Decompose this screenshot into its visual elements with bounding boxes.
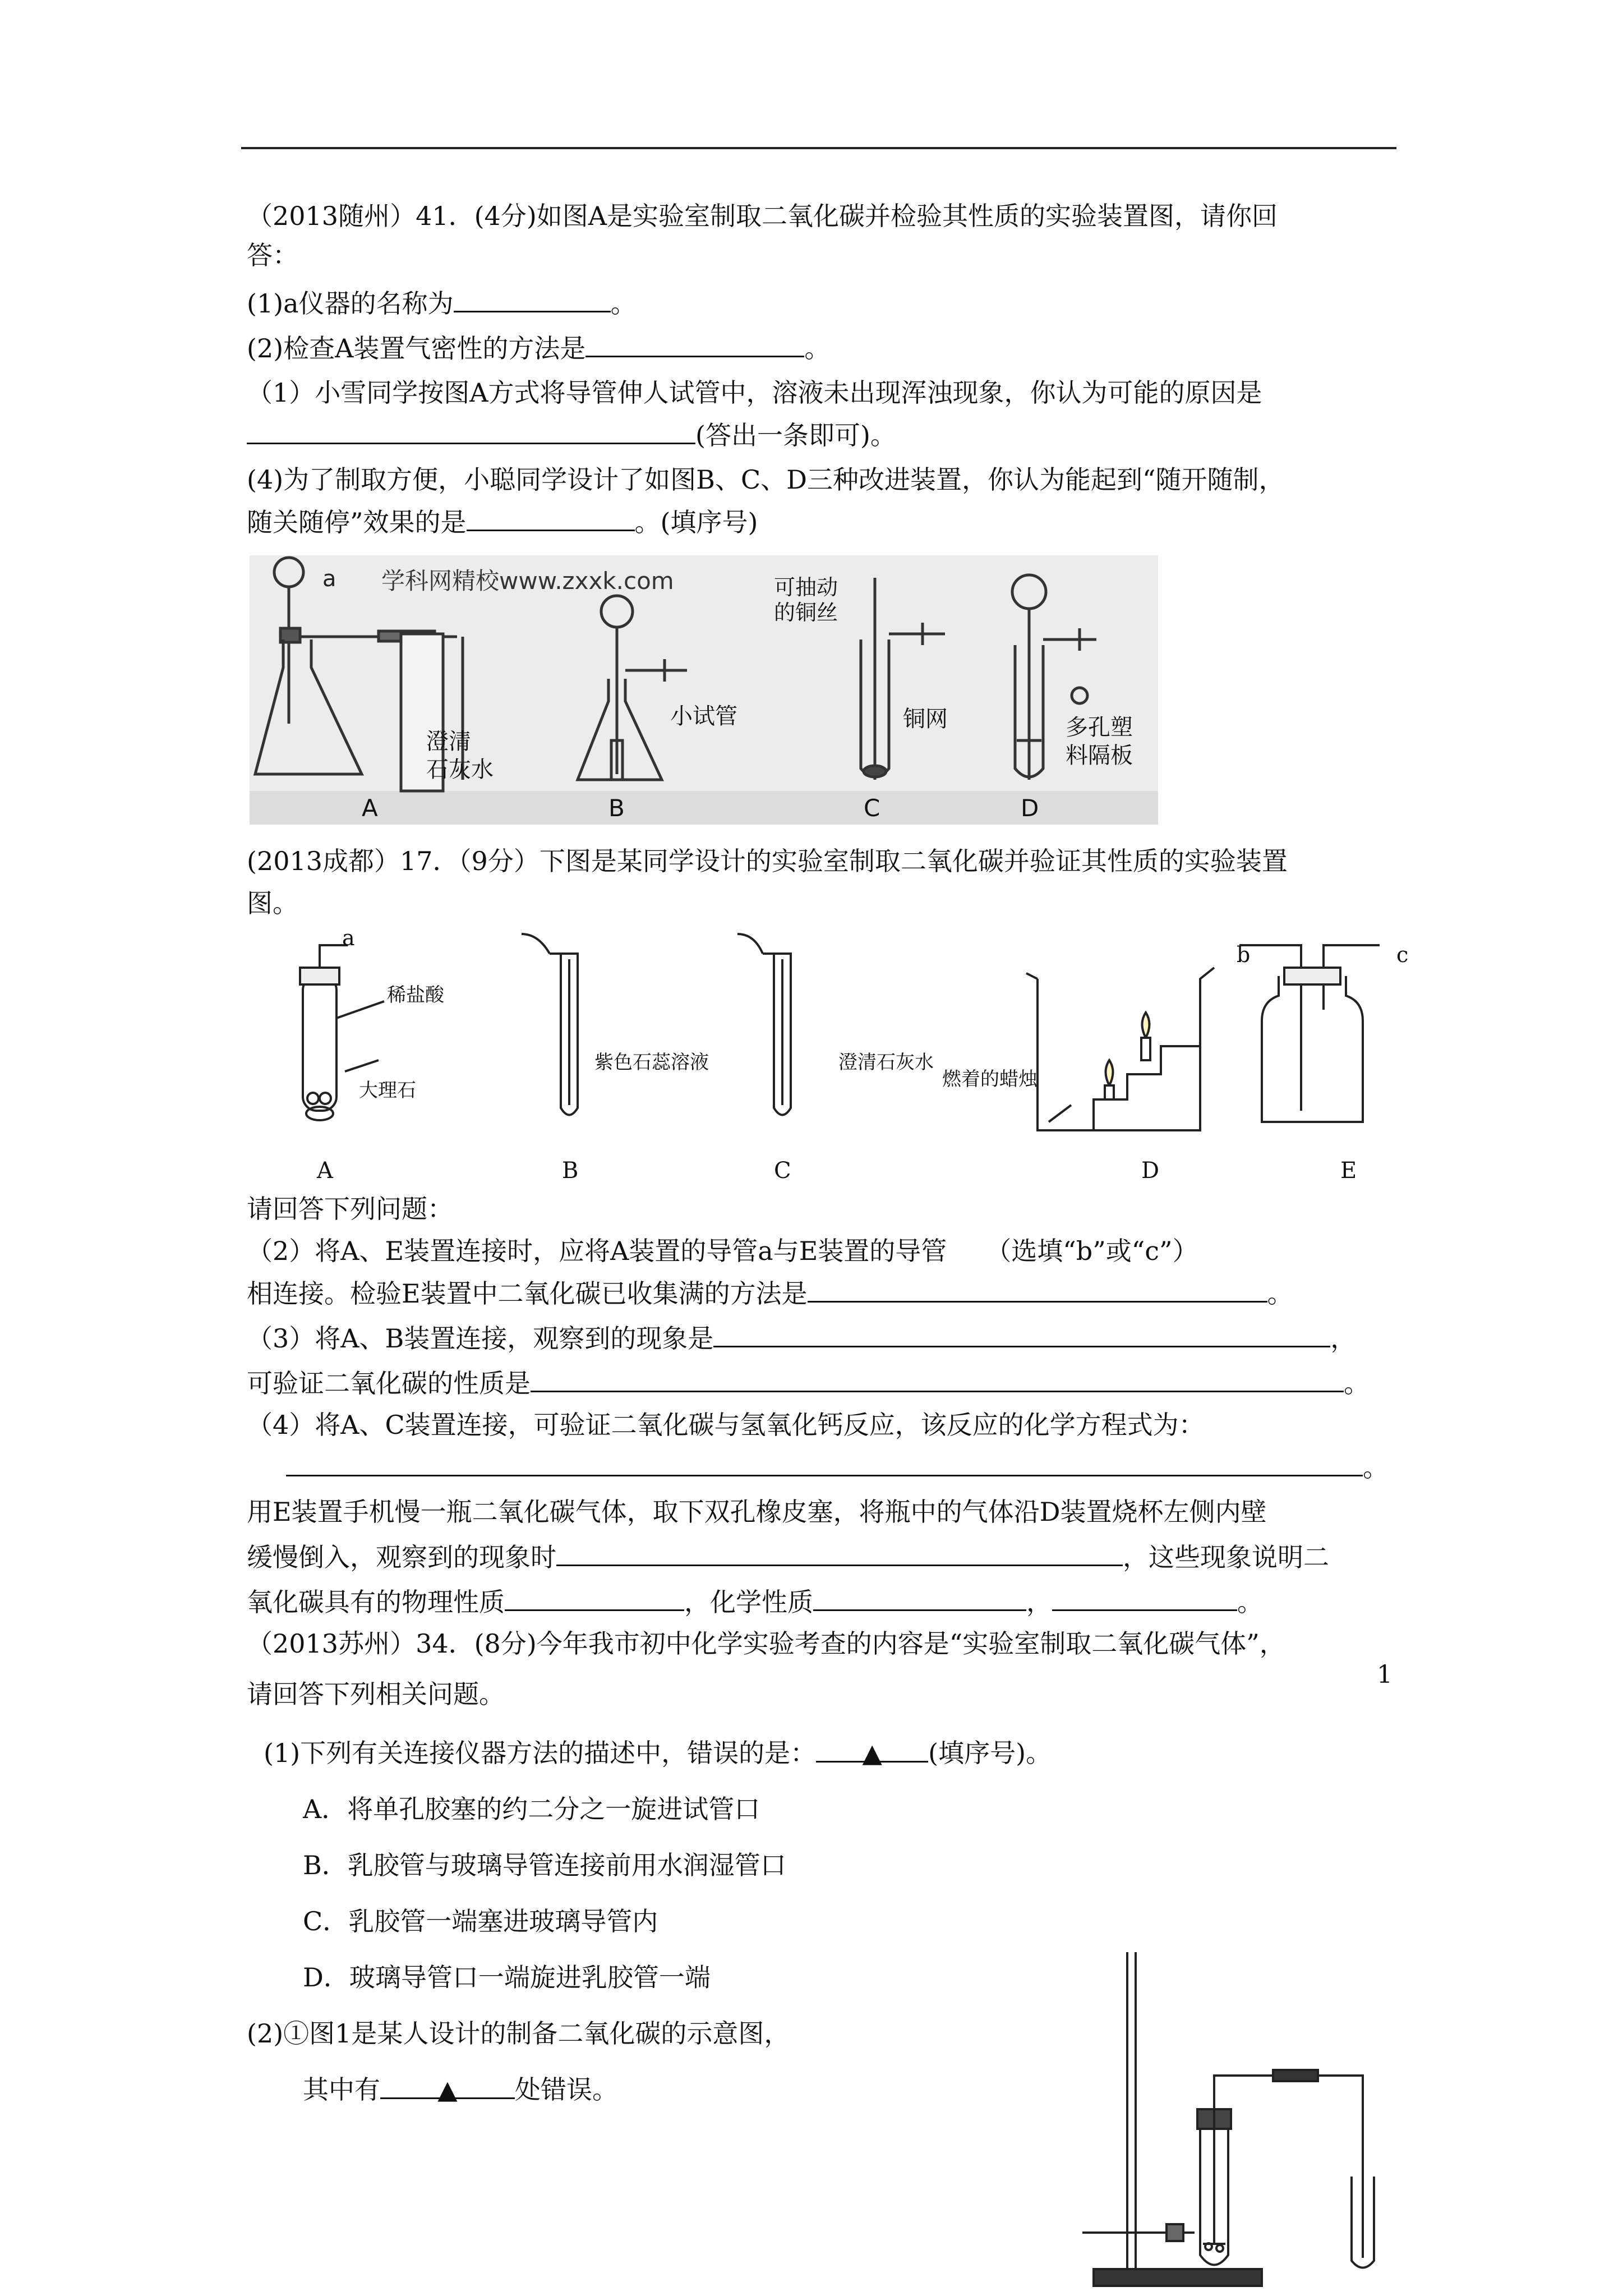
answer-blank[interactable] bbox=[505, 1585, 684, 1611]
figure-suizhou-apparatus bbox=[250, 555, 1158, 825]
q1-item-3-end: (答出一条即可)。 bbox=[695, 420, 896, 450]
answer-blank[interactable] bbox=[585, 331, 804, 357]
q2-line-12-text: 氧化碳具有的物理性质 bbox=[247, 1587, 505, 1617]
fig2-label-b: b bbox=[1237, 942, 1251, 967]
answer-blank[interactable] bbox=[531, 1366, 1344, 1392]
page-number: 1 bbox=[1377, 1660, 1393, 1689]
fig1-lime-water-1: 澄清 bbox=[426, 729, 471, 754]
q2-item-3 bbox=[247, 1321, 1356, 1355]
fig1-watermark: 学科网精校www.zxxk.com bbox=[381, 567, 674, 595]
q3-item-1 bbox=[264, 1736, 1052, 1770]
q2-item-2-text: 相连接。检验E装置中二氧化碳已收集满的方法是 bbox=[247, 1278, 808, 1309]
fig1-copper-wire-1: 可抽动 bbox=[774, 575, 838, 600]
q3-option-d: D．玻璃导管口一端旋进乳胶管一端 bbox=[303, 1962, 711, 1993]
answer-blank[interactable] bbox=[556, 1540, 1123, 1566]
q1-item-4: (4)为了制取方便，小聪同学设计了如图B、C、D三种改进装置，你认为能起到“随开随制， bbox=[247, 464, 1285, 495]
q3-item-1-text: (1)下列有关连接仪器方法的描述中，错误的是： bbox=[264, 1738, 817, 1768]
fig2-letter-c: C bbox=[774, 1158, 791, 1184]
q2-line-12-mid2: ， bbox=[1026, 1587, 1052, 1617]
triangle-icon: ▲ bbox=[862, 1738, 882, 1768]
q1-item-2-end: 。 bbox=[804, 333, 831, 364]
q2-line-1: (2013成都）17．（9分）下图是某同学设计的实验室制取二氧化碳并验证其性质的实验装置 bbox=[247, 846, 1288, 876]
q3-option-b: B．乳胶管与玻璃导管连接前用水润湿管口 bbox=[303, 1850, 786, 1880]
fig1-lime-water-2: 石灰水 bbox=[426, 757, 494, 783]
q2-item-3-cont bbox=[247, 1366, 1370, 1400]
q2-line-2: 图。 bbox=[247, 888, 298, 918]
fig2-letter-d: D bbox=[1141, 1158, 1160, 1184]
q1-item-1 bbox=[247, 286, 637, 320]
q3-option-c: C．乳胶管一端塞进玻璃导管内 bbox=[303, 1906, 658, 1936]
q2-line-3: 请回答下列问题： bbox=[247, 1194, 453, 1224]
fig2-letter-a: A bbox=[317, 1158, 333, 1184]
q2-item-2-cont bbox=[247, 1276, 1293, 1310]
answer-blank[interactable] bbox=[813, 1585, 1026, 1611]
q3-line-1: （2013苏州）34．(8分)今年我市初中化学实验考查的内容是“实验室制取二氧化碳气体”， bbox=[247, 1628, 1285, 1659]
fig2-label-c: c bbox=[1396, 942, 1409, 967]
q2-line-11-text: 缓慢倒入，观察到的现象时 bbox=[247, 1542, 556, 1572]
q2-item-4-cont bbox=[247, 1450, 1389, 1484]
q2-item-3-end2: 。 bbox=[1344, 1368, 1370, 1398]
q1-item-3-cont bbox=[247, 418, 896, 452]
q2-item-2-end: 。 bbox=[1267, 1278, 1293, 1309]
fig1-copper-mesh: 铜网 bbox=[903, 706, 948, 732]
q1-item-1-end: 。 bbox=[610, 288, 637, 319]
q2-line-12 bbox=[247, 1585, 1263, 1619]
fig2-candle: 燃着的蜡烛 bbox=[942, 1068, 1038, 1091]
answer-blank[interactable] bbox=[454, 286, 611, 312]
q3-item-2-text: 其中有 bbox=[303, 2074, 380, 2105]
q1-line-2: 答： bbox=[247, 240, 298, 270]
answer-blank[interactable] bbox=[816, 1736, 928, 1768]
q2-item-3-end: ， bbox=[1330, 1323, 1357, 1354]
q1-item-4-text: 随关随停”效果的是 bbox=[247, 507, 467, 537]
q3-option-a: A．将单孔胶塞的约二分之一旋进试管口 bbox=[303, 1794, 760, 1824]
q3-line-2: 请回答下列相关问题。 bbox=[247, 1679, 505, 1709]
fig1-label-a: a bbox=[322, 566, 336, 592]
q2-line-11-end: ，这些现象说明二 bbox=[1123, 1542, 1329, 1572]
answer-blank[interactable] bbox=[808, 1276, 1267, 1303]
q3-item-2-cont bbox=[303, 2073, 618, 2106]
fig1-plate-2: 料隔板 bbox=[1066, 743, 1133, 769]
fig1-letter-b: B bbox=[608, 794, 625, 822]
q1-item-4-cont bbox=[247, 505, 758, 539]
fig1-letter-a: A bbox=[362, 794, 378, 822]
fig2-litmus: 紫色石蕊溶液 bbox=[594, 1051, 709, 1074]
q1-item-2 bbox=[247, 331, 830, 365]
q2-line-10: 用E装置手机慢一瓶二氧化碳气体，取下双孔橡皮塞，将瓶中的气体沿D装置烧杯左侧内壁 bbox=[247, 1497, 1267, 1527]
q1-item-1-text: (1)a仪器的名称为 bbox=[247, 288, 454, 319]
q2-line-12-mid1: ，化学性质 bbox=[684, 1587, 813, 1617]
answer-blank[interactable] bbox=[286, 1450, 1363, 1476]
q1-item-4-end: 。(填序号) bbox=[634, 507, 758, 537]
q1-item-3: （1）小雪同学按图A方式将导管伸人试管中，溶液未出现浑浊现象，你认为可能的原因是 bbox=[247, 378, 1262, 408]
q2-line-11 bbox=[247, 1540, 1329, 1574]
q3-item-1-end: (填序号)。 bbox=[928, 1738, 1052, 1768]
answer-blank[interactable] bbox=[467, 505, 635, 531]
answer-blank[interactable] bbox=[713, 1321, 1330, 1347]
fig2-lime: 澄清石灰水 bbox=[838, 1051, 934, 1074]
answer-blank[interactable] bbox=[247, 418, 695, 444]
fig1-letter-c: C bbox=[864, 794, 880, 822]
fig2-letter-e: E bbox=[1340, 1158, 1357, 1184]
fig1-plate-1: 多孔塑 bbox=[1066, 715, 1133, 740]
q2-item-2: （2）将A、E装置连接时，应将A装置的导管a与E装置的导管 （选填“b”或“c”） bbox=[247, 1236, 1198, 1266]
q2-item-3-text: （3）将A、B装置连接，观察到的现象是 bbox=[247, 1323, 714, 1354]
figure-chengdu-apparatus bbox=[247, 920, 1419, 1189]
fig1-letter-d: D bbox=[1021, 794, 1039, 822]
q1-line-1: （2013随州）41．(4分)如图A是实验室制取二氧化碳并检验其性质的实验装置图，请你回 bbox=[247, 201, 1278, 231]
fig1-small-tube: 小试管 bbox=[670, 703, 737, 729]
q2-item-4: （4）将A、C装置连接，可验证二氧化碳与氢氧化钙反应，该反应的化学方程式为： bbox=[247, 1410, 1205, 1440]
fig2-acid: 稀盐酸 bbox=[387, 984, 444, 1006]
figure-suzhou-apparatus bbox=[1082, 1941, 1441, 2296]
q2-item-3-text2: 可验证二氧化碳的性质是 bbox=[247, 1368, 531, 1398]
q3-item-2-end: 处错误。 bbox=[515, 2074, 618, 2105]
answer-blank[interactable] bbox=[1052, 1585, 1237, 1611]
q1-item-2-text: (2)检查A装置气密性的方法是 bbox=[247, 333, 586, 364]
q2-line-12-end: 。 bbox=[1237, 1587, 1263, 1617]
fig2-letter-b: B bbox=[562, 1158, 579, 1184]
fig2-label-a: a bbox=[342, 926, 355, 950]
triangle-icon: ▲ bbox=[437, 2074, 458, 2105]
header-rule bbox=[241, 147, 1396, 149]
fig2-marble: 大理石 bbox=[359, 1079, 416, 1102]
q2-item-4-end: 。 bbox=[1363, 1452, 1389, 1483]
answer-blank[interactable] bbox=[380, 2073, 515, 2105]
q3-item-2: (2)①图1是某人设计的制备二氧化碳的示意图， bbox=[247, 2018, 790, 2049]
fig1-copper-wire-2: 的铜丝 bbox=[774, 600, 838, 625]
